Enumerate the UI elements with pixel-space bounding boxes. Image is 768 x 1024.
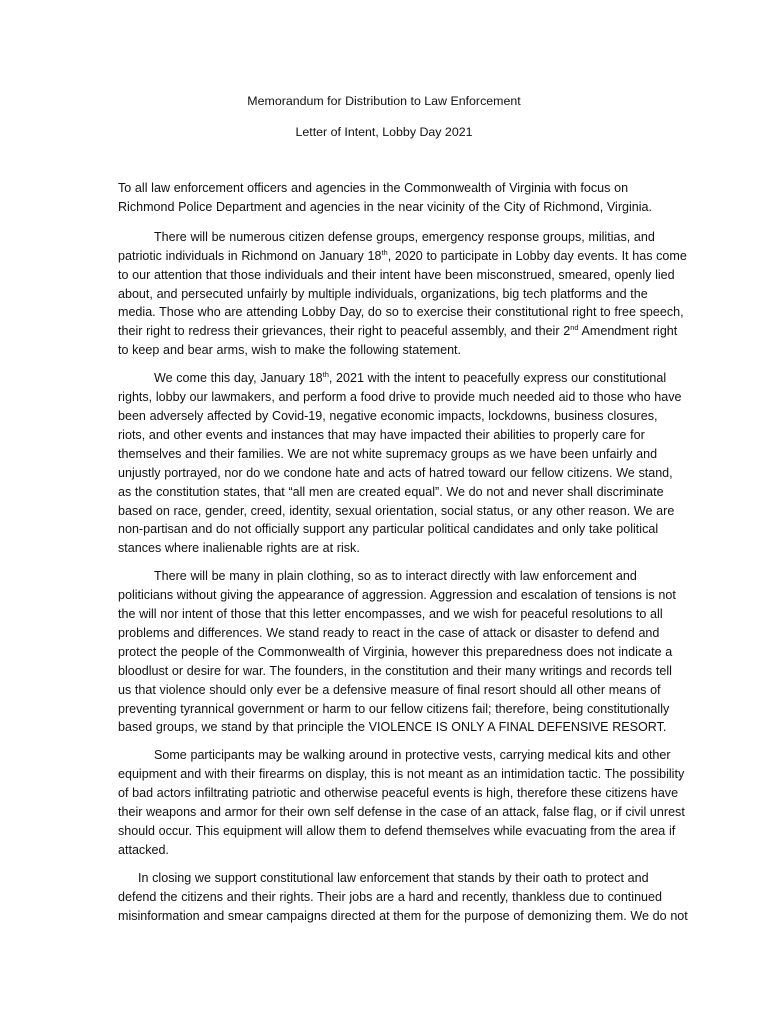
paragraph-text: , 2020 to participate in Lobby day events. It has come to our attention that those individuals and their intent have been misconstrued, smeared, openly lied about, and persecuted unfairly by multiple individuals, organizations, big tech platforms and the media. Those who are attending Lobby Day, do so to exercise their constitutional right to free speech, their right to redress their grievances, their right to peaceful assembly, and their 2: [118, 248, 687, 339]
ordinal-suffix: th: [381, 247, 388, 257]
memo-subtitle: Letter of Intent, Lobby Day 2021: [295, 125, 473, 139]
paragraph-closing: In closing we support constitutional law enforcement that stands by their oath to protect and defend the citizens and their rights. Their jobs are a hard and recently, thankless due to continued misinformation and smear campaigns directed at them for the purpose of demonizing them. We do not: [118, 870, 688, 923]
paragraph-protective-equipment: Some participants may be walking around in protective vests, carrying medical kits and other equipment and with their firearms on display, this is not meant as an intimidation tactic. The possibility of bad actors infiltrating patriotic and otherwise peaceful events is high, therefore these citizens have their weapons and armor for their own self defense in the case of an attack, false flag, or if civil unrest should occur. This equipment will allow them to defend themselves while evacuating from the area if attacked.: [118, 748, 685, 857]
memo-title: Memorandum for Distribution to Law Enforcement: [247, 94, 521, 108]
paragraph-text: We come this day, January 18: [154, 371, 323, 386]
intro-paragraph: To all law enforcement officers and agencies in the Commonwealth of Virginia with focus on Richmond Police Department and agencies in the near vicinity of the City of Richmond, Virginia.: [118, 181, 652, 214]
ordinal-suffix: th: [322, 369, 329, 379]
paragraph-text: , 2021 with the intent to peacefully express our constitutional rights, lobby our lawmakers, and perform a food drive to provide much needed aid to those who have been adversely affected by Covid-19, negative economic impacts, lockdowns, business closures, riots, and other events and instances that may have impacted their abilities to properly care for themselves and their families. We are not white supremacy groups as we have been unfairly and unjustly portrayed, nor do we condone hate and acts of hatred toward our fellow citizens. We stand, as the constitution states, that “all men are created equal”. We do not and never shall discriminate based on race, gender, creed, identity, sexual orientation, social status, or any other reason. We are non-partisan and do not officially support any particular political candidates and only take political stances where inalienable rights are at risk.: [118, 371, 682, 556]
paragraph-text: Amendment right to keep and bear arms, wish to make the following statement.: [118, 324, 678, 358]
paragraph-citizen-groups: [118, 228, 688, 360]
ordinal-suffix: nd: [570, 323, 579, 333]
paragraph-plain-clothing: There will be many in plain clothing, so as to interact directly with law enforcement and politicians without giving the appearance of aggression. Aggression and escalation of tensions is not the will nor intent of those that this letter encompasses, and we wish for peaceful resolutions to all problems and differences. We stand ready to react in the case of attack or disaster to defend and protect the people of the Commonwealth of Virginia, however this preparedness does not indicate a bloodlust or desire for war. The founders, in the constitution and their many writings and records tell us that violence should only ever be a defensive measure of final resort should all other means of preventing tyrannical government or harm to our fellow citizens fail; therefore, being constitutionally based groups, we stand by that principle the VIOLENCE IS ONLY A FINAL DEFENSIVE RESORT.: [118, 569, 676, 735]
paragraph-text: There will be numerous citizen defense groups, emergency response groups, militias, and patriotic individuals in Richmond on January 18: [118, 229, 655, 263]
paragraph-intent: [118, 369, 688, 558]
